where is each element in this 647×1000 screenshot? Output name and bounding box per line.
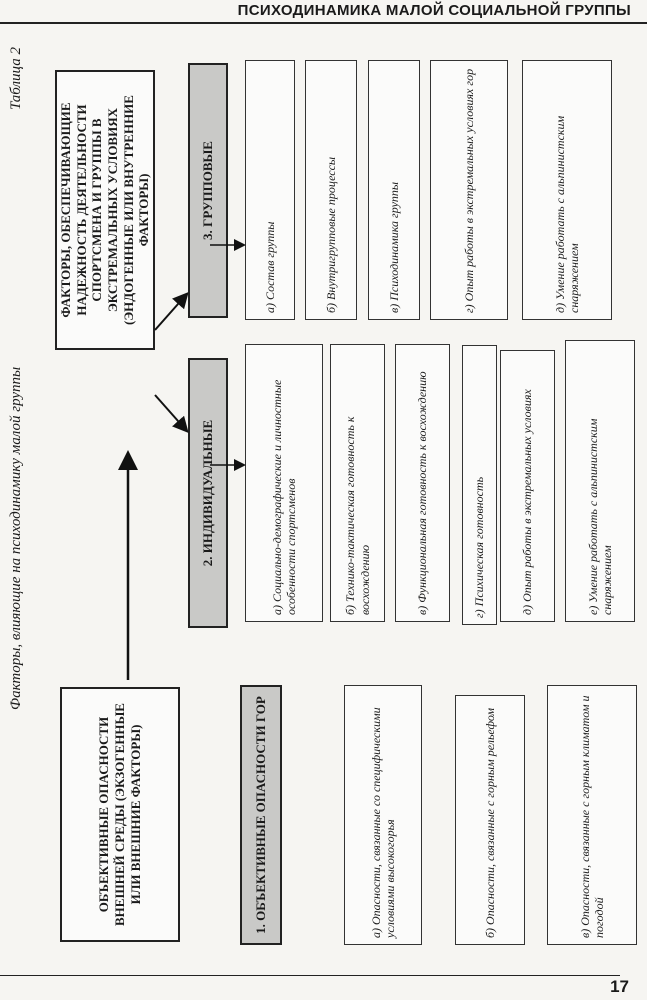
individual-category-label: 2. ИНДИВИДУАЛЬНЫЕ xyxy=(200,419,215,567)
page-number: 17 xyxy=(610,977,629,996)
individual-item: б) Технико-тактическая готовность к восхождению xyxy=(330,344,385,622)
footer-rule xyxy=(0,975,620,976)
group-item: а) Состав группы xyxy=(245,60,295,320)
arrow-to-individual xyxy=(155,395,186,430)
individual-item: г) Психическая готовность xyxy=(462,345,497,625)
objective-category-label: 1. ОБЪЕКТИВНЫЕ ОПАСНОСТИ ГОР xyxy=(253,696,268,934)
table-caption: Факторы, влияющие на психодинамику малой группы xyxy=(8,366,24,710)
objective-item: б) Опасности, связанные с горным рельефом xyxy=(455,695,525,945)
objective-item: а) Опасности, связанные со специфическими условиями высокогорья xyxy=(344,685,422,945)
individual-item: е) Умение работать с альпинистским снаряжением xyxy=(565,340,635,622)
individual-item: в) Функциональная готовность к восхождению xyxy=(395,344,450,622)
external-factors-text: ОБЪЕКТИВНЫЕ ОПАСНОСТИ ВНЕШНЕЙ СРЕДЫ (ЭКЗОГЕННЫЕ ИЛИ ВНЕШНИЕ ФАКТОРЫ) xyxy=(95,703,144,926)
table-label: Таблица 2 xyxy=(8,47,24,110)
arrow-to-group xyxy=(155,295,186,330)
running-header: ПСИХОДИНАМИКА МАЛОЙ СОЦИАЛЬНОЙ ГРУППЫ xyxy=(237,2,631,19)
objective-item: в) Опасности, связанные с горным климатом и погодой xyxy=(547,685,637,945)
internal-factors-text: ФАКТОРЫ, ОБЕСПЕЧИВАЮЩИЕ НАДЕЖНОСТЬ ДЕЯТЕЛЬНОСТИ СПОРТСМЕНА И ГРУППЫ В ЭКСТРЕМАЛЬНЫХ УСЛОВИЯХ (ЭНДОГЕННЫЕ ИЛИ ВНУТРЕННИЕ ФАКТОРЫ) xyxy=(58,95,152,325)
individual-item: а) Социально-демографические и личностные особенности спортсменов xyxy=(245,344,323,622)
group-item: г) Опыт работы в экстремальных условиях гор xyxy=(430,60,508,320)
group-item: д) Умение работать с альпинистским снаряжением xyxy=(522,60,612,320)
group-item: б) Внутригрупповые процессы xyxy=(305,60,357,320)
individual-item: д) Опыт работы в экстремальных условиях xyxy=(500,350,555,622)
group-category-label: 3. ГРУППОВЫЕ xyxy=(200,141,215,240)
group-item: в) Психодинамика группы xyxy=(368,60,420,320)
